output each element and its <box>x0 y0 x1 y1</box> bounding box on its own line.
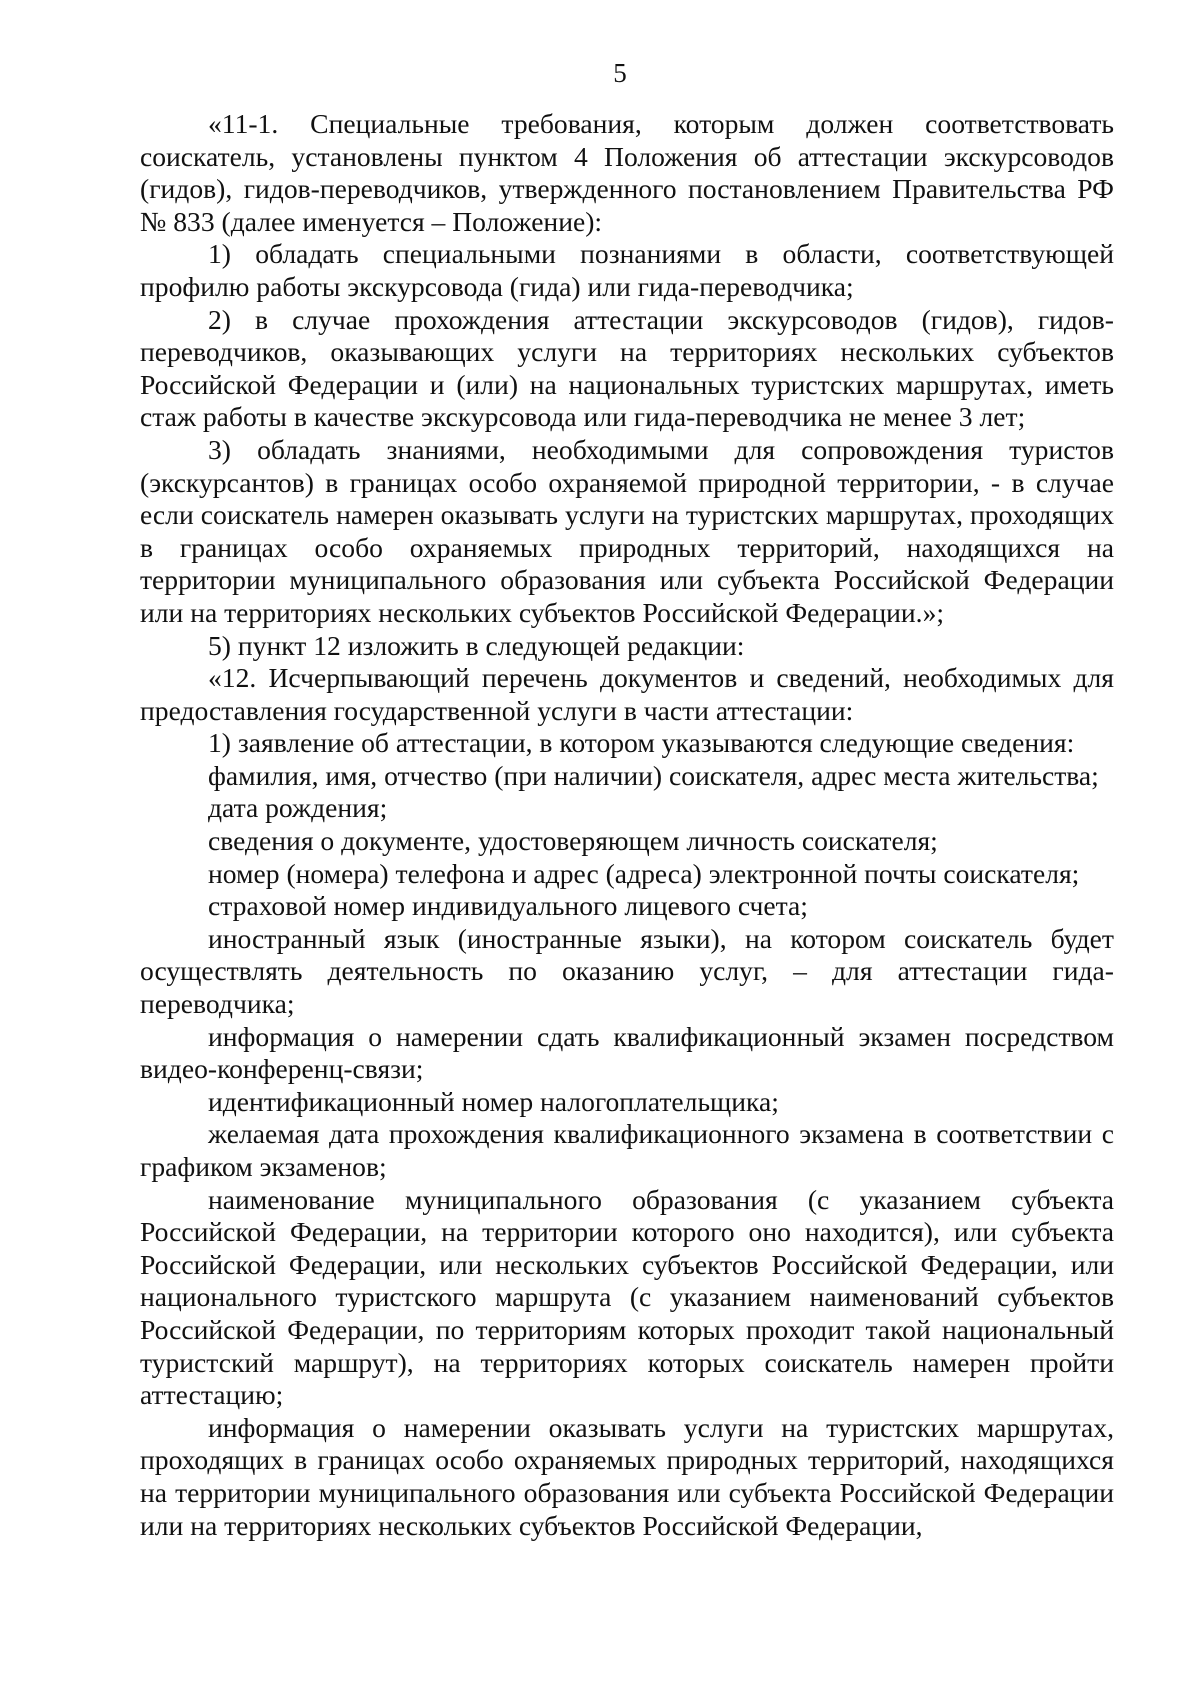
paragraph: «11-1. Специальные требования, которым должен соответствовать соискатель, установлены пунктом 4 Положения об аттестации экскурсоводов (гидов), гидов-переводчиков, утвержденного постановлением Правительства РФ № 833 (далее именуется – Положение): <box>140 108 1114 237</box>
paragraph: сведения о документе, удостоверяющем личность соискателя; <box>208 825 938 857</box>
paragraph: «12. Исчерпывающий перечень документов и сведений, необходимых для предоставления государственной услуги в части аттестации: <box>140 662 1114 726</box>
paragraph: дата рождения; <box>208 792 388 824</box>
document-body <box>140 108 1114 1542</box>
paragraph: информация о намерении сдать квалификационный экзамен посредством видео-конференц-связи; <box>140 1020 1114 1085</box>
paragraph: 1) заявление об аттестации, в котором указываются следующие сведения: <box>208 727 1075 759</box>
paragraph: наименование муниципального образования (с указанием субъекта Российской Федерации, на территории которого оно находится), или субъекта Российской Федерации, или нескольких субъектов Российской Федерации, или национального туристского маршрута (с указанием наименований субъектов Российской Федерации, по территориям которых проходит такой национальный туристский маршрут), на территориях которых соискатель намерен пройти аттестацию; <box>140 1183 1114 1411</box>
paragraph: фамилия, имя, отчество (при наличии) соискателя, адрес места жительства; <box>208 759 1099 791</box>
paragraph: страховой номер индивидуального лицевого счета; <box>208 890 808 922</box>
paragraph: номер (номера) телефона и адрес (адреса) электронной почты соискателя; <box>208 857 1080 889</box>
paragraph: идентификационный номер налогоплательщика; <box>208 1085 779 1117</box>
paragraph: 2) в случае прохождения аттестации экскурсоводов (гидов), гидов-переводчиков, оказывающих услуги на территориях нескольких субъектов Российской Федерации и (или) на национальных туристских маршрутах, иметь стаж работы в качестве экскурсовода или гида-переводчика не менее 3 лет; <box>140 303 1114 433</box>
paragraph: 3) обладать знаниями, необходимыми для сопровождения туристов (экскурсантов) в границах особо охраняемой природной территории, - в случае если соискатель намерен оказывать услуги на туристских маршрутах, проходящих в границах особо охраняемых природных территорий, находящихся на территории муниципального образования или субъекта Российской Федерации или на территориях нескольких субъектов Российской Федерации.»; <box>140 433 1114 628</box>
paragraph: желаемая дата прохождения квалификационного экзамена в соответствии с графиком экзаменов; <box>140 1118 1114 1182</box>
page-number: 5 <box>613 58 627 88</box>
paragraph: 1) обладать специальными познаниями в области, соответствующей профилю работы экскурсовода (гида) или гида-переводчика; <box>140 238 1114 302</box>
paragraph: информация о намерении оказывать услуги на туристских маршрутах, проходящих в границах особо охраняемых природных территорий, находящихся на территории муниципального образования или субъекта Российской Федерации или на территориях нескольких субъектов Российской Федерации, <box>140 1411 1114 1541</box>
paragraph: 5) пункт 12 изложить в следующей редакции: <box>208 629 745 661</box>
paragraph: иностранный язык (иностранные языки), на котором соискатель будет осуществлять деятельность по оказанию услуг, – для аттестации гида-переводчика; <box>140 922 1114 1020</box>
